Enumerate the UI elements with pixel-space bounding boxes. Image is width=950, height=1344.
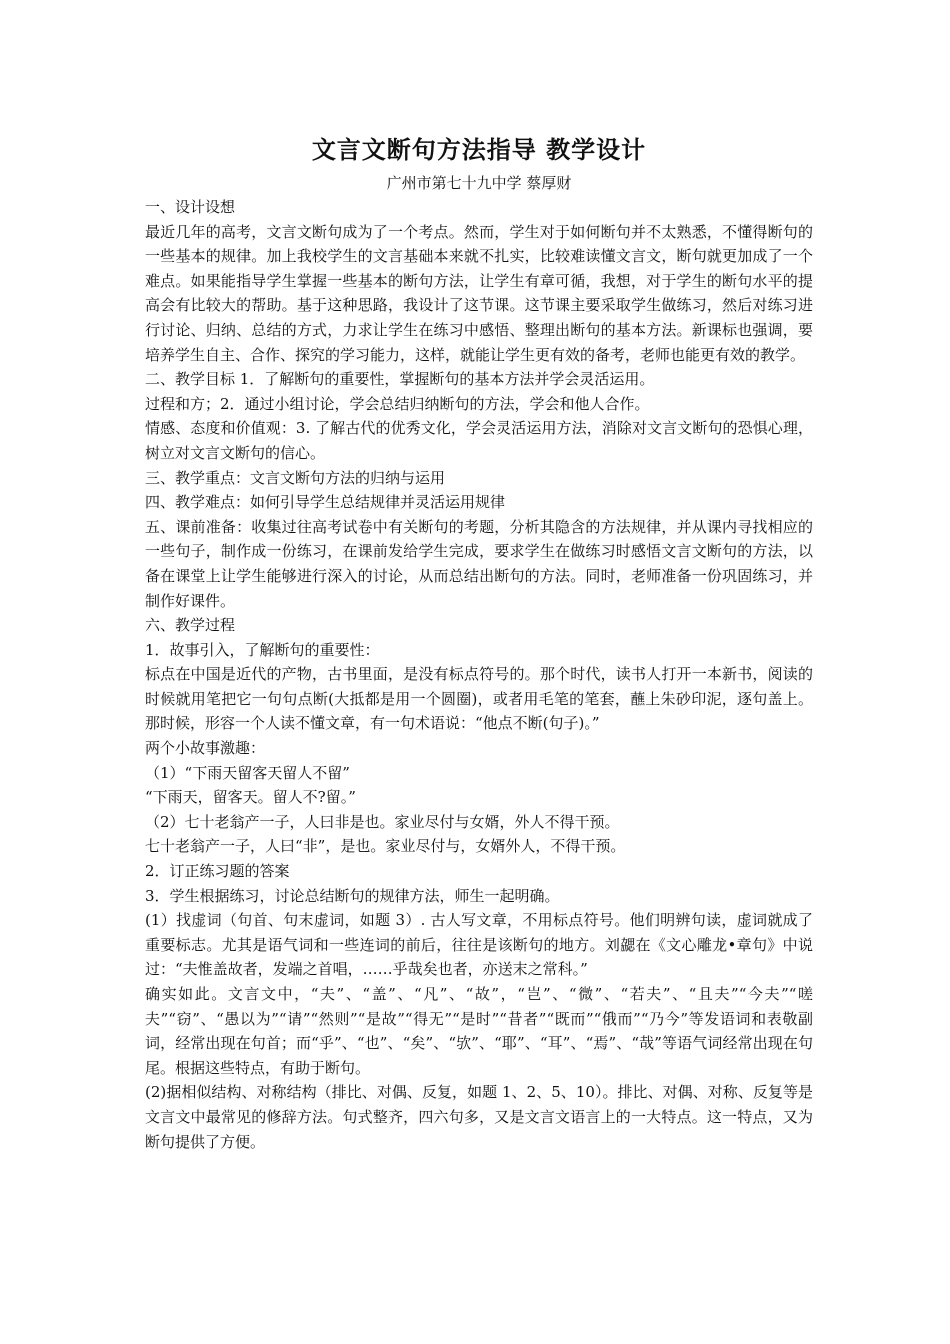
paragraph-difficulty: 四、教学难点：如何引导学生总结规律并灵活运用规律	[145, 493, 506, 512]
paragraph-story-1: （1）“下雨天留客天留人不留”	[145, 763, 350, 782]
paragraph-two-stories: 两个小故事激趣：	[145, 739, 266, 758]
document-title: 文言文断句方法指导 教学设计	[311, 135, 647, 164]
paragraph-key-point: 三、教学重点：文言文断句方法的归纳与运用	[145, 468, 446, 487]
document-author: 广州市第七十九中学 蔡厚财	[386, 174, 572, 192]
paragraph-step-3: 3．学生根据练习，讨论总结断句的规律方法，师生一起明确。	[145, 886, 560, 905]
paragraph-method-2: (2)据相似结构、对称结构（排比、对偶、反复，如题 1、2、5、10）。排比、对偶、对称、反复等是文言文中最常见的修辞方法。句式整齐，四六句多，又是文言文语言上的一大特点。这一特点，又为断句提供了方便。	[145, 1083, 813, 1151]
paragraph-story-1-answer: “下雨天，留客天。留人不?留。”	[145, 788, 356, 807]
paragraph-story-2: （2）七十老翁产一子，人曰非是也。家业尽付与女婿，外人不得干预。	[145, 812, 620, 831]
section-heading-design-idea: 一、设计设想	[145, 198, 236, 216]
paragraph-design-idea: 最近几年的高考，文言文断句成为了一个考点。然而，学生对于如何断句并不太熟悉，不懂得断句的一些基本的规律。加上我校学生的文言基础本来就不扎实，比较难读懂文言文，断句就更加成了一个难点。如果能指导学生掌握一些基本的断句方法，让学生有章可循，我想，对于学生的断句水平的提高会有比较大的帮助。基于这种思路，我设计了这节课。这节课主要采取学生做练习，然后对练习进行讨论、归纳、总结的方式，力求让学生在练习中感悟、整理出断句的基本方法。新课标也强调，要培养学生自主、合作、探究的学习能力，这样，就能让学生更有效的备考，老师也能更有效的教学。	[145, 222, 813, 364]
paragraph-story-intro: 1．故事引入，了解断句的重要性：	[145, 640, 380, 659]
paragraph-teaching-goal-1: 二、教学目标 1．了解断句的重要性，掌握断句的基本方法并学会灵活运用。	[145, 370, 655, 389]
paragraph-teaching-goal-2: 过程和方；2．通过小组讨论，学会总结归纳断句的方法，学会和他人合作。	[145, 394, 650, 413]
paragraph-step-2: 2．订正练习题的答案	[145, 862, 290, 881]
paragraph-teaching-goal-3: 情感、态度和价值观：3. 了解古代的优秀文化，学会灵活运用方法，消除对文言文断句的恐惧心理，树立对文言文断句的信心。	[145, 419, 813, 462]
paragraph-story-2-answer: 七十老翁产一子，人曰“非”，是也。家业尽付与，女婿外人，不得干预。	[145, 837, 626, 856]
section-heading-process: 六、教学过程	[145, 616, 236, 635]
paragraph-preparation: 五、课前准备：收集过往高考试卷中有关断句的考题，分析其隐含的方法规律，并从课内寻找相应的一些句子，制作成一份练习，在课前发给学生完成，要求学生在做练习时感悟文言文断句的方法，以备在课堂上让学生能够进行深入的讨论，从而总结出断句的方法。同时，老师准备一份巩固练习，并制作好课件。	[145, 517, 813, 610]
paragraph-method-1-detail: 确实如此。文言文中，“夫”、“盖”、“凡”、“故”，“岂”、“微”、“若夫”、“且夫”“今夫”“嗟夫”“窃”、“愚以为”“请”“然则”“是故”“得无”“是时”“昔者”“既而”“俄而”“乃今”等发语词和表敬副词，经常出现在句首；而“乎”、“也”、“矣”、“欤”、“耶”、“耳”、“焉”、“哉”等语气词经常出现在句尾。根据这些特点，有助于断句。	[145, 985, 813, 1077]
paragraph-method-1: (1）找虚词（句首、句末虚词，如题 3）. 古人写文章，不用标点符号。他们明辨句读，虚词就成了重要标志。尤其是语气词和一些连词的前后，往往是该断句的地方。刘勰在《文心雕龙•章句》中说过：“夫惟盖故者，发端之首唱，……乎哉矣也者，亦送末之常科。”	[145, 911, 813, 979]
paragraph-punctuation-history: 标点在中国是近代的产物，古书里面，是没有标点符号的。那个时代，读书人打开一本新书，阅读的时候就用笔把它一句句点断(大抵都是用一个圆圈)，或者用毛笔的笔套，蘸上朱砂印泥，逐句盖上。那时候，形容一个人读不懂文章，有一句术语说：“他点不断(句子)。”	[145, 665, 813, 733]
document-body	[145, 131, 813, 1154]
